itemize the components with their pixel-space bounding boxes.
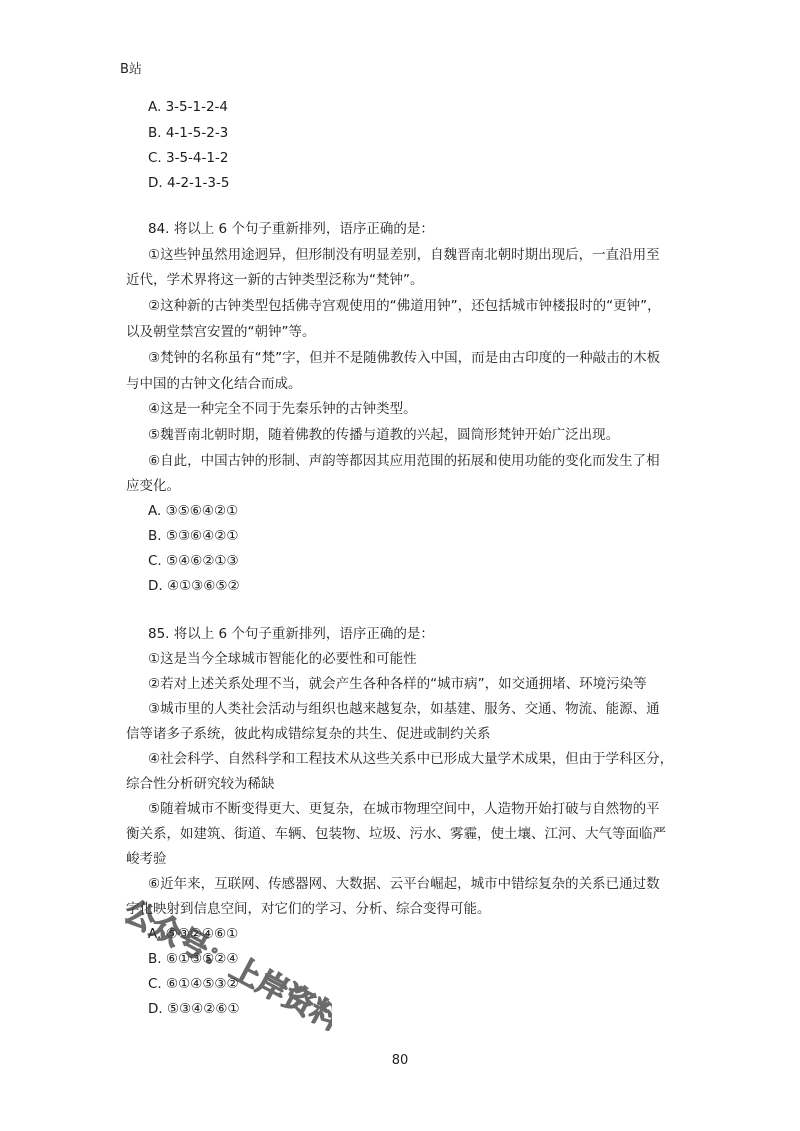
q84-sentence-line: ⑥自此，中国古钟的形制、声韵等都因其应用范围的拓展和使用功能的变化而发生了相 bbox=[148, 453, 660, 469]
q84-sentence-line: 以及朝堂禁宫安置的“朝钟”等。 bbox=[126, 324, 316, 340]
q85-sentence-line: ④社会科学、自然科学和工程技术从这些关系中已形成大量学术成果，但由于学科区分， bbox=[148, 751, 674, 767]
q83-option-d: D. 4-2-1-3-5 bbox=[148, 175, 230, 191]
q84-sentence-line: ①这些钟虽然用途迥异，但形制没有明显差别，自魏晋南北朝时期出现后，一直沿用至 bbox=[148, 247, 660, 263]
q84-sentence-line: 应变化。 bbox=[126, 478, 180, 494]
q85-option-d: D. ⑤③④②⑥① bbox=[148, 1001, 240, 1017]
q85-sentence-line: 信等诸多子系统，彼此构成错综复杂的共生、促进或制约关系 bbox=[126, 726, 491, 742]
q84-option-a: A. ③⑤⑥④②① bbox=[148, 503, 239, 519]
q84-sentence-line: ③梵钟的名称虽有“梵”字，但并不是随佛教传入中国，而是由古印度的一种敲击的木板 bbox=[148, 350, 661, 366]
q84-sentence-line: ②这种新的古钟类型包括佛寺宫观使用的“佛道用钟”，还包括城市钟楼报时的“更钟”， bbox=[148, 298, 661, 314]
q83-option-a: A. 3-5-1-2-4 bbox=[148, 99, 229, 115]
q84-option-d: D. ④①③⑥⑤② bbox=[148, 578, 240, 594]
q84-sentence-line: ⑤魏晋南北朝时期，随着佛教的传播与道教的兴起，圆筒形梵钟开始广泛出现。 bbox=[148, 427, 620, 443]
q84-option-b: B. ⑤③⑥④②① bbox=[148, 528, 239, 544]
watermark-text: 公众号：上岸资料库 bbox=[118, 894, 332, 1052]
q85-sentence-line: 综合性分析研究较为稀缺 bbox=[126, 776, 275, 792]
q84-title: 84. 将以上 6 个句子重新排列，语序正确的是： bbox=[148, 221, 434, 237]
q85-sentence-line: 字化映射到信息空间，对它们的学习、分析、综合变得可能。 bbox=[126, 901, 491, 917]
q83-option-c: C. 3-5-4-1-2 bbox=[148, 150, 229, 166]
q85-sentence-line: ⑤随着城市不断变得更大、更复杂，在城市物理空间中，人造物开始打破与自然物的平 bbox=[148, 801, 660, 817]
q85-sentence-line: 衡关系，如建筑、街道、车辆、包装物、垃圾、污水、雾霾，使土壤、江河、大气等面临严 bbox=[126, 826, 666, 842]
q85-title: 85. 将以上 6 个句子重新排列，语序正确的是： bbox=[148, 626, 434, 642]
q85-sentence-line: ②若对上述关系处理不当，就会产生各种各样的“城市病”，如交通拥堵、环境污染等 bbox=[148, 676, 647, 692]
page-header: B站 bbox=[120, 62, 142, 77]
q85-sentence-line: 峻考验 bbox=[126, 851, 167, 867]
q84-sentence-line: ④这是一种完全不同于先秦乐钟的古钟类型。 bbox=[148, 401, 417, 417]
q84-sentence-line: 近代，学术界将这一新的古钟类型泛称为“梵钟”。 bbox=[126, 272, 424, 288]
q85-sentence-line: ①这是当今全球城市智能化的必要性和可能性 bbox=[148, 651, 417, 667]
q85-option-a: A. ⑤③②④⑥① bbox=[148, 926, 239, 942]
q85-option-c: C. ⑥①④⑤③② bbox=[148, 976, 239, 992]
q84-sentence-line: 与中国的古钟文化结合而成。 bbox=[126, 376, 302, 392]
page-number: 80 bbox=[391, 1053, 409, 1068]
q84-option-c: C. ⑤④⑥②①③ bbox=[148, 553, 239, 569]
q85-sentence-line: ⑥近年来，互联网、传感器网、大数据、云平台崛起，城市中错综复杂的关系已通过数 bbox=[148, 876, 660, 892]
q85-sentence-line: ③城市里的人类社会活动与组织也越来越复杂，如基建、服务、交通、物流、能源、通 bbox=[148, 701, 660, 717]
q83-option-b: B. 4-1-5-2-3 bbox=[148, 125, 229, 141]
q85-option-b: B. ⑥①③⑤②④ bbox=[148, 951, 239, 967]
